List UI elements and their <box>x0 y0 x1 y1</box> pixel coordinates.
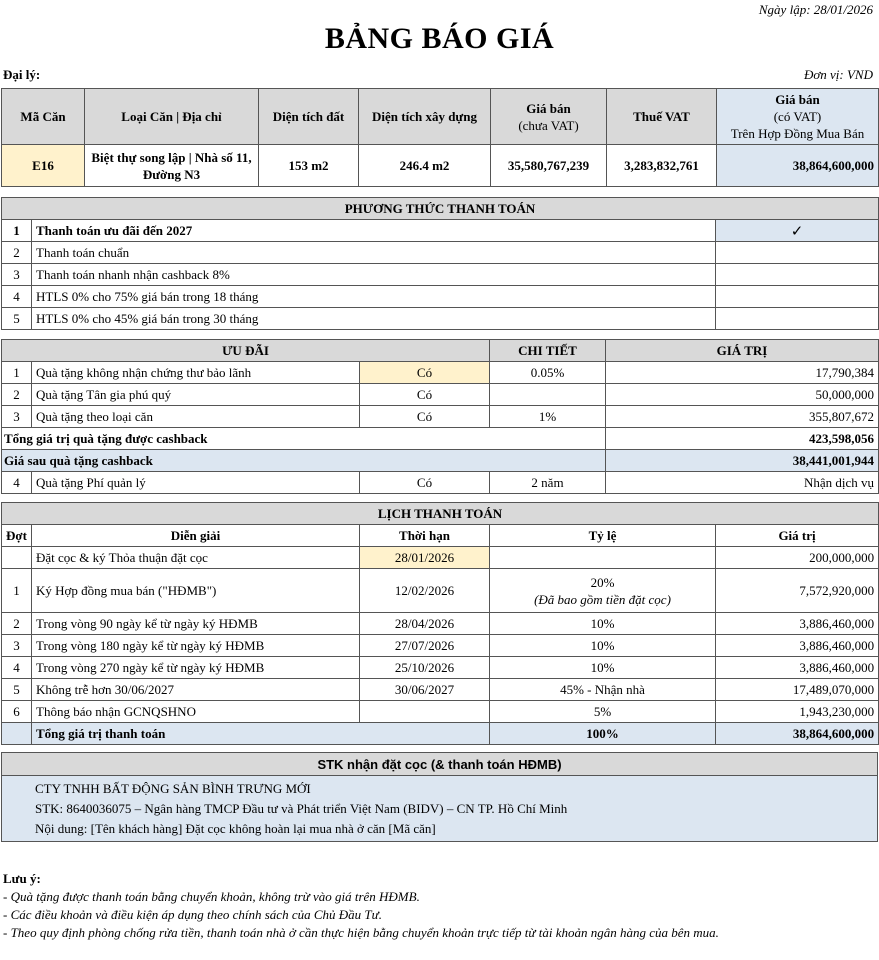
schedule-total-row <box>2 723 879 745</box>
schedule-value: 17,489,070,000 <box>716 679 879 701</box>
row-number <box>2 723 32 745</box>
schedule-value: 3,886,460,000 <box>716 635 879 657</box>
schedule-row <box>2 569 879 613</box>
schedule-deadline: 27/07/2026 <box>360 635 490 657</box>
schedule-deadline: 30/06/2027 <box>360 679 490 701</box>
row-number: 6 <box>2 701 32 723</box>
row-number <box>2 547 32 569</box>
incentive-name: Quà tặng Tân gia phú quý <box>32 384 360 406</box>
payment-methods-table <box>1 197 879 330</box>
notes <box>3 870 719 942</box>
incentive-detail: 0.05% <box>490 362 606 384</box>
unit-land-area: 153 m2 <box>259 145 359 187</box>
schedule-description: Trong vòng 180 ngày kể từ ngày ký HĐMB <box>32 635 360 657</box>
note-line: - Các điều khoản và điều kiện áp dụng theo chính sách của Chủ Đầu Tư. <box>3 907 382 922</box>
col-total-line1: Giá bán <box>775 92 820 107</box>
schedule-description: Đặt cọc & ký Thỏa thuận đặt cọc <box>32 547 360 569</box>
schedule-description: Trong vòng 90 ngày kể từ ngày ký HĐMB <box>32 613 360 635</box>
incentive-option: Có <box>360 472 490 494</box>
transfer-content: Nội dung: [Tên khách hàng] Đặt cọc không hoàn lại mua nhà ở căn [Mã căn] <box>35 820 436 836</box>
schedule-value: 7,572,920,000 <box>716 569 879 613</box>
col-land: Diện tích đất <box>259 89 359 145</box>
schedule-description: Trong vòng 270 ngày kể từ ngày ký HĐMB <box>32 657 360 679</box>
issue-date: Ngày lập: 28/01/2026 <box>758 2 873 17</box>
incentive-row <box>2 384 879 406</box>
row-number: 3 <box>2 264 32 286</box>
col-description: Diễn giải <box>32 525 360 547</box>
incentive-detail: 2 năm <box>490 472 606 494</box>
col-price-line1: Giá bán <box>526 100 571 116</box>
incentive-name: Quà tặng theo loại căn <box>32 406 360 428</box>
schedule-ratio-note: (Đã bao gồm tiền đặt cọc) <box>534 591 671 607</box>
payment-method-select[interactable] <box>716 264 879 286</box>
currency-unit: Đơn vị: VND <box>803 67 873 82</box>
incentive-name: Quà tặng Phí quản lý <box>32 472 360 494</box>
bank-account-details <box>2 776 878 842</box>
schedule-value: 1,943,230,000 <box>716 701 879 723</box>
detail-header: CHI TIẾT <box>490 340 606 362</box>
after-cashback-row <box>2 450 879 472</box>
schedule-row <box>2 613 879 635</box>
incentives-header: ƯU ĐÃI <box>2 340 490 362</box>
col-build: Diện tích xây dựng <box>359 89 491 145</box>
schedule-total-ratio: 100% <box>490 723 716 745</box>
unit-total: 38,864,600,000 <box>717 145 879 187</box>
incentive-detail: 1% <box>490 406 606 428</box>
row-number: 5 <box>2 308 32 330</box>
checkmark-icon[interactable]: ✓ <box>716 220 879 242</box>
schedule-description: Không trễ hơn 30/06/2027 <box>32 679 360 701</box>
incentive-option[interactable]: Có <box>360 362 490 384</box>
incentive-option: Có <box>360 406 490 428</box>
col-price <box>491 89 607 145</box>
schedule-total-value: 38,864,600,000 <box>716 723 879 745</box>
unit-vat: 3,283,832,761 <box>607 145 717 187</box>
after-cashback-label: Giá sau quà tặng cashback <box>2 450 606 472</box>
after-cashback-value: 38,441,001,944 <box>606 450 879 472</box>
schedule-value: 200,000,000 <box>716 547 879 569</box>
payment-methods-title: PHƯƠNG THỨC THANH TOÁN <box>2 198 879 220</box>
payment-method-row[interactable] <box>2 264 879 286</box>
note-line: - Quà tặng được thanh toán bằng chuyển khoản, không trừ vào giá trên HĐMB. <box>3 889 420 904</box>
row-number: 4 <box>2 286 32 308</box>
schedule-ratio: 45% - Nhận nhà <box>490 679 716 701</box>
schedule-row <box>2 635 879 657</box>
schedule-deadline: 28/04/2026 <box>360 613 490 635</box>
schedule-deadline: 12/02/2026 <box>360 569 490 613</box>
row-number: 1 <box>2 569 32 613</box>
payment-method-row[interactable] <box>2 286 879 308</box>
incentive-row <box>2 406 879 428</box>
total-cashback-value: 423,598,056 <box>606 428 879 450</box>
schedule-ratio: 10% <box>490 657 716 679</box>
col-value: Giá trị <box>716 525 879 547</box>
schedule-row <box>2 679 879 701</box>
row-number: 5 <box>2 679 32 701</box>
unit-code: E16 <box>2 145 85 187</box>
row-number: 2 <box>2 242 32 264</box>
payment-method-label: Thanh toán nhanh nhận cashback 8% <box>32 264 716 286</box>
agent-label: Đại lý: <box>3 67 41 82</box>
value-header: GIÁ TRỊ <box>606 340 879 362</box>
unit-type: Biệt thự song lập | Nhà số 11, Đường N3 <box>85 145 259 187</box>
incentive-value: 355,807,672 <box>606 406 879 428</box>
schedule-description: Thông báo nhận GCNQSHNO <box>32 701 360 723</box>
incentive-value: 50,000,000 <box>606 384 879 406</box>
schedule-row <box>2 701 879 723</box>
row-number: 3 <box>2 406 32 428</box>
incentives-table <box>1 339 879 494</box>
row-number: 1 <box>2 362 32 384</box>
schedule-value: 3,886,460,000 <box>716 613 879 635</box>
col-ratio: Tỷ lệ <box>490 525 716 547</box>
total-cashback-row <box>2 428 879 450</box>
payment-method-select[interactable] <box>716 242 879 264</box>
row-number: 4 <box>2 472 32 494</box>
incentive-value: 17,790,384 <box>606 362 879 384</box>
payment-method-row[interactable] <box>2 220 879 242</box>
unit-price: 35,580,767,239 <box>491 145 607 187</box>
schedule-row <box>2 657 879 679</box>
col-total-line3: Trên Hợp Đồng Mua Bán <box>730 126 865 141</box>
col-total-line2: (có VAT) <box>773 109 822 124</box>
col-code: Mã Căn <box>2 89 85 145</box>
unit-table <box>1 88 879 187</box>
row-number: 2 <box>2 613 32 635</box>
schedule-ratio-value: 20% <box>590 574 615 590</box>
schedule-ratio: 10% <box>490 635 716 657</box>
bank-account-table <box>1 752 878 842</box>
col-vat: Thuế VAT <box>607 89 717 145</box>
col-installment: Đợt <box>2 525 32 547</box>
schedule-ratio <box>490 569 716 613</box>
col-total <box>717 89 879 145</box>
payment-method-label: Thanh toán ưu đãi đến 2027 <box>32 220 716 242</box>
row-number: 1 <box>2 220 32 242</box>
schedule-value: 3,886,460,000 <box>716 657 879 679</box>
payment-method-select[interactable] <box>716 308 879 330</box>
incentive-value: Nhận dịch vụ <box>606 472 879 494</box>
payment-method-label: Thanh toán chuẩn <box>32 242 716 264</box>
incentive-row <box>2 472 879 494</box>
schedule-deadline[interactable]: 28/01/2026 <box>360 547 490 569</box>
note-line: - Theo quy định phòng chống rửa tiền, thanh toán nhà ở cần thực hiện bằng chuyển khoản trực tiếp từ tài khoản ngân hàng của bên mua. <box>3 925 719 940</box>
payment-method-row[interactable] <box>2 242 879 264</box>
row-number: 3 <box>2 635 32 657</box>
schedule-deadline <box>360 701 490 723</box>
unit-build-area: 246.4 m2 <box>359 145 491 187</box>
payment-method-select[interactable] <box>716 286 879 308</box>
col-type: Loại Căn | Địa chỉ <box>85 89 259 145</box>
payment-method-label: HTLS 0% cho 45% giá bán trong 30 tháng <box>32 308 716 330</box>
schedule-description: Ký Hợp đồng mua bán ("HĐMB") <box>32 569 360 613</box>
row-number: 2 <box>2 384 32 406</box>
incentive-row <box>2 362 879 384</box>
schedule-title: LỊCH THANH TOÁN <box>2 503 879 525</box>
notes-title: Lưu ý: <box>3 871 41 886</box>
company-name: CTY TNHH BẤT ĐỘNG SẢN BÌNH TRƯNG MỚI <box>35 780 311 796</box>
schedule-ratio: 5% <box>490 701 716 723</box>
incentive-name: Quà tặng không nhận chứng thư bảo lãnh <box>32 362 360 384</box>
schedule-deadline: 25/10/2026 <box>360 657 490 679</box>
incentive-option: Có <box>360 384 490 406</box>
page-title: BẢNG BÁO GIÁ <box>324 22 555 55</box>
schedule-total-label: Tổng giá trị thanh toán <box>32 723 490 745</box>
schedule-row <box>2 547 879 569</box>
col-deadline: Thời hạn <box>360 525 490 547</box>
payment-method-label: HTLS 0% cho 75% giá bán trong 18 tháng <box>32 286 716 308</box>
incentive-detail <box>490 384 606 406</box>
payment-method-row[interactable] <box>2 308 879 330</box>
bank-account-title: STK nhận đặt cọc (& thanh toán HĐMB) <box>2 753 878 776</box>
account-number[interactable]: STK: 8640036075 – Ngân hàng TMCP Đầu tư và Phát triển Việt Nam (BIDV) – CN TP. Hồ Chí Minh <box>35 800 568 816</box>
total-cashback-label: Tổng giá trị quà tặng được cashback <box>2 428 606 450</box>
schedule-ratio: 10% <box>490 613 716 635</box>
schedule-ratio <box>490 547 716 569</box>
col-price-line2: (chưa VAT) <box>518 117 579 133</box>
payment-schedule-table <box>1 502 879 745</box>
row-number: 4 <box>2 657 32 679</box>
